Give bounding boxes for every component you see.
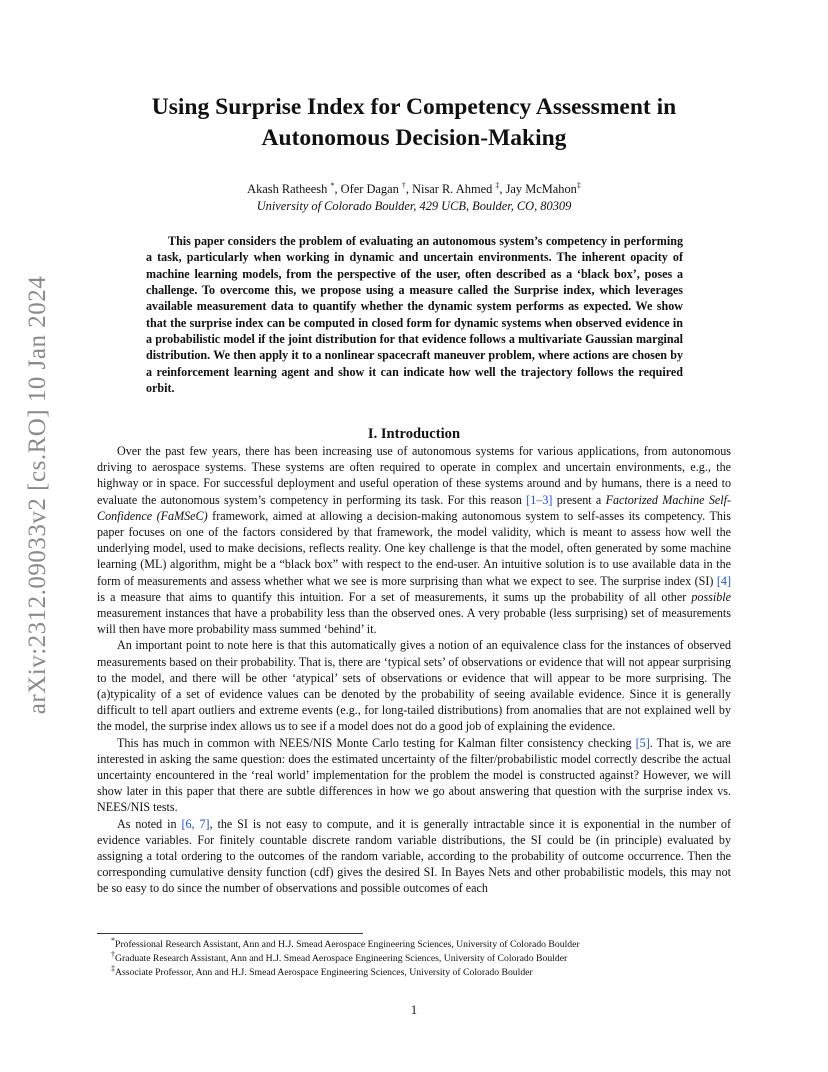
page-number: 1 (410, 1003, 418, 1017)
emphasis: Factorized Machine Self-Confidence (FaMSeC) (97, 492, 731, 523)
footnote-text: Professional Research Assistant, Ann and H.J. Smead Aerospace Engineering Sciences, University of Colorado Boulder (115, 939, 580, 950)
footnote-mark: † (111, 949, 115, 959)
text-run: . That is, we are interested in asking the same question: does the estimated uncertainty of the filter/probabilistic model correctly describe the actual uncertainty encountered in the ‘real world’ implementation for the problem the model is constructed against? However, we will show later in this paper that there are subtle differences in how we go about answering that question with the surprise index vs. NEES/NIS tests. (97, 735, 732, 815)
footnote (97, 949, 731, 966)
footnote-text: Associate Professor, Ann and H.J. Smead Aerospace Engineering Sciences, University of Colorado Boulder (115, 967, 533, 978)
citation-link[interactable]: [4] (716, 573, 731, 588)
abstract: This paper considers the problem of evaluating an autonomous system’s competency in performing a task, particularly when working in dynamic and uncertain environments. The inherent opacity of machine learning models, from the perspective of the user, often described as a ‘black box’, poses a challenge. To overcome this, we propose using a measure called the Surprise index, which leverages available measurement data to quantify whether the dynamic system performs as expected. We show that the surprise index can be computed in closed form for dynamic systems when observed evidence in a probabilistic model if the joint distribution for that evidence follows a multivariate Gaussian marginal distribution. We then apply it to a nonlinear spacecraft maneuver problem, where actions are chosen by a reinforcement learning agent and show it can indicate how well the trajectory follows the required orbit. (146, 234, 683, 396)
citation-link[interactable]: [1–3] (526, 492, 553, 507)
text-run: Over the past few years, there has been increasing use of autonomous systems for various applications, from autonomous driving to aerospace systems. These systems are often required to operate in complex and uncertain environments, e.g., the highway or in space. For successful deployment and useful operation of these systems around and by humans, there is a need to evaluate the autonomous system’s competency in performing its task. For this reason (97, 444, 731, 507)
text-run: present a (552, 492, 606, 507)
citation-link[interactable]: [5] (635, 735, 650, 750)
footnote-text: Graduate Research Assistant, Ann and H.J. Smead Aerospace Engineering Sciences, University of Colorado Boulder (115, 953, 568, 964)
paragraph (97, 443, 731, 637)
footnotes (97, 935, 731, 980)
author-footnote-mark: ‡ (495, 180, 500, 190)
author-name: Akash Ratheesh (247, 182, 328, 196)
paragraph: An important point to note here is that this automatically gives a notion of an equivalence class for the instances of observed measurements based on their probability. That is, there are ‘typical sets’ of observations or evidence that will not appear surprising to the model, and there will be other ‘atypical’ sets of observations or evidence that will appear to be more surprising. The (a)typicality of a set of evidence values can be denoted by the probability of seeing available evidence. Since it is generally difficult to tell apart outliers and extreme events (e.g., for long-tailed distributions) from anomalies that are not explained well by the model, the surprise index allows us to see if a model does not do a good job of explaining the evidence. (97, 638, 731, 734)
text-run: This has much in common with NEES/NIS Monte Carlo testing for Kalman filter consistency checking (117, 735, 636, 750)
footnote-mark: ‡ (111, 963, 115, 973)
text-run: As noted in (117, 816, 182, 831)
arxiv-identifier: arXiv:2312.09033v2 [cs.RO] 10 Jan 2024 (24, 275, 51, 715)
arxiv-sidebar (20, 275, 56, 715)
author-name: Ofer Dagan (340, 182, 399, 196)
footnote (97, 935, 731, 952)
citation-link[interactable]: [6, 7] (181, 816, 210, 831)
text-run: , the SI is not easy to compute, and it is generally intractable since it is exponential in the number of evidence variables. For finitely countable discrete random variable distributions, the SI could be (in principle) evaluated by assigning a total ordering to the outcomes of the random variable, according to the probability of outcome occurrence. Then the corresponding cumulative density function (cdf) gives the desired SI. In Bayes Nets and other probabilistic models, this may not be so easy to do since the number of observations and possible outcomes of each (97, 816, 731, 896)
text-run: measurement instances that have a probability less than the observed ones. A very probable (less surprising) set of measurements will then have more probability mass summed ‘behind’ it. (97, 606, 731, 637)
paragraph (97, 816, 731, 897)
footnote (97, 963, 731, 980)
affiliation: University of Colorado Boulder, 429 UCB, Boulder, CO, 80309 (256, 199, 572, 213)
paragraph (97, 735, 731, 816)
author-name: Jay McMahon (505, 182, 577, 196)
text-run: framework, aimed at allowing a decision-making autonomous system to self-asses its competency. This paper focuses on one of the factors considered by that framework, the model validity, which is meant to assess how well the underlying model, used to make decisions, reflects reality. One key challenge is that the model, often generated by some machine learning (ML) algorithm, might be a “black box” with respect to the end-user. An intuitive solution is to use available data in the form of measurements and assess whether what we see is more surprising than what we expect to see. The surprise index (SI) (97, 508, 731, 588)
paper-title: Using Surprise Index for Competency Assessment in Autonomous Decision-Making (151, 94, 677, 151)
section-heading: I. Introduction (367, 426, 461, 442)
author-footnote-mark: ‡ (576, 180, 581, 190)
author-footnote-mark: * (330, 180, 335, 190)
footnote-divider (97, 933, 363, 934)
emphasis: possible (691, 589, 731, 604)
footnote-mark: * (111, 935, 115, 945)
author-footnote-mark: † (401, 180, 406, 190)
author-list: Akash Ratheesh *, Ofer Dagan †, Nisar R. Ahmed ‡, Jay McMahon‡ (247, 180, 581, 196)
body-text (97, 443, 731, 897)
text-run: is a measure that aims to quantify this intuition. For a set of measurements, it sums up the probability of all other (97, 589, 692, 604)
author-name: Nisar R. Ahmed (412, 182, 493, 196)
